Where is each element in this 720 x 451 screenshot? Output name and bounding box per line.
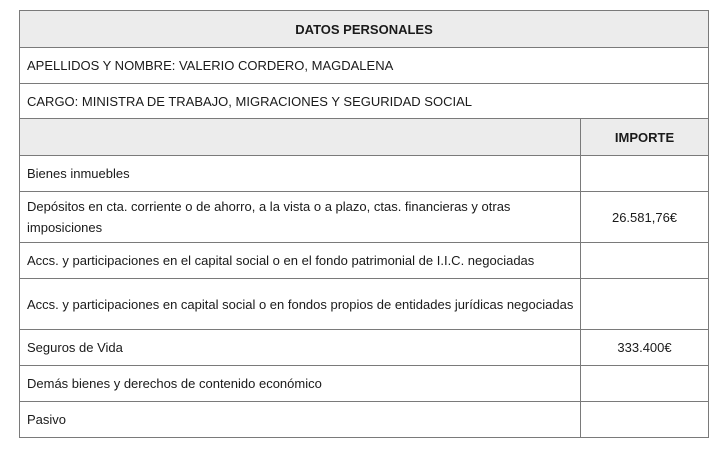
title-row bbox=[20, 11, 709, 48]
row-amount bbox=[581, 156, 709, 192]
table-row bbox=[20, 243, 709, 279]
row-amount bbox=[581, 366, 709, 402]
row-label: Bienes inmuebles bbox=[20, 156, 581, 192]
label-column-header bbox=[20, 119, 581, 156]
column-header-row bbox=[20, 119, 709, 156]
table-row bbox=[20, 330, 709, 366]
section-title: DATOS PERSONALES bbox=[20, 11, 709, 48]
row-amount bbox=[581, 402, 709, 438]
row-label: Pasivo bbox=[20, 402, 581, 438]
row-amount bbox=[581, 243, 709, 279]
row-amount bbox=[581, 279, 709, 330]
row-amount: 333.400€ bbox=[581, 330, 709, 366]
row-label: Accs. y participaciones en el capital social o en el fondo patrimonial de I.I.C. negociadas bbox=[20, 243, 581, 279]
name-row bbox=[20, 48, 709, 84]
asset-declaration-table bbox=[19, 10, 709, 438]
row-label: Depósitos en cta. corriente o de ahorro, a la vista o a plazo, ctas. financieras y otras imposiciones bbox=[20, 192, 581, 243]
table-row bbox=[20, 279, 709, 330]
cargo-row bbox=[20, 84, 709, 119]
name-line: APELLIDOS Y NOMBRE: VALERIO CORDERO, MAGDALENA bbox=[20, 48, 709, 84]
row-amount: 26.581,76€ bbox=[581, 192, 709, 243]
cargo-line: CARGO: MINISTRA DE TRABAJO, MIGRACIONES Y SEGURIDAD SOCIAL bbox=[20, 84, 709, 119]
table-row bbox=[20, 192, 709, 243]
row-label: Accs. y participaciones en capital social o en fondos propios de entidades jurídicas negociadas bbox=[20, 279, 581, 330]
amount-column-header: IMPORTE bbox=[581, 119, 709, 156]
table-row bbox=[20, 366, 709, 402]
table-row bbox=[20, 402, 709, 438]
row-label: Demás bienes y derechos de contenido económico bbox=[20, 366, 581, 402]
row-label: Seguros de Vida bbox=[20, 330, 581, 366]
table-row bbox=[20, 156, 709, 192]
